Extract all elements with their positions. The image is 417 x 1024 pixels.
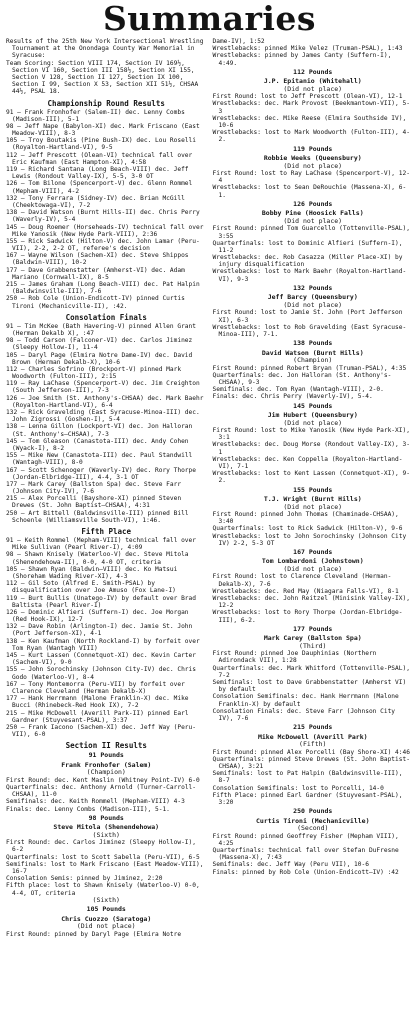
result-line: First Round: pinned Alex Porcelli (Bay Shore-XI) 4:46 [212,748,410,756]
result-line: Consolation Finals: dec. Steve Farr (Johnson City IV), 7-6 [212,707,399,722]
result-line: Wrestlebacks: lost to Rob Gravelding (East Syracuse-Minoa-III), 7-1. [212,323,407,338]
placement-note: (Did not place) [283,84,343,93]
result-line: Wrestlebacks: dec. Mike Reese (Elmira Southside IV), 10-6 [212,114,410,129]
result-line: First Round: lost to Jeff Prescott (Olean-VI), 12-1 [212,93,403,101]
result-line: Consolation Semis: pinned by Jiminez, 2:20 [6,875,163,883]
result-line: Quarterfinals: pinned Steve Drewes (St. John Baptist-CHSAA), 3:21 [212,755,410,770]
placement-note: (Second) [297,824,329,833]
result-line: Results of the 25th New York Intersectional Wrestling Tournament at the Onondaga County War Memorial in Syracuse: [6,38,208,60]
result-line: 177 — Dave Grabbenstatter (Amherst-VI) dec. Adam Mariano (Cornwall-IX), 8-5 [6,266,189,281]
result-line: Wrestlebacks: lost to John Sorochinsky (Johnson City IV) 2-2, 5-3 OT [212,532,410,547]
article-columns [6,38,413,938]
result-line: Wrestlebacks: lost to Sean DeRouchie (Massena-X), 6-1. [212,184,407,199]
result-line: First Round: pinned Robert Bryan (Truman-PSAL), 4:35 [212,364,407,372]
placement-note: (Sixth) [92,895,120,904]
result-line: 215 — James Graham (Long Beach-VIII) dec. Pat Halpin (Baldwinsville-III), 7-6 [6,281,204,296]
placement-note: (Did not place) [283,216,343,225]
result-line: First Round: dec. Kent Maslin (Whitney Point-IV) 6-0 [6,776,200,784]
result-line: Wrestlebacks: pinned by James Canty (Suffern-I), 4:49. [212,52,396,67]
result-line: Quarterfinals: dec. Jon Halloran (St. Anthony's-CHSAA), 9-3 [212,371,392,386]
result-line: 91 — Tim McKee (Bath Havering-V) pinned Allen Grant (Herman Dekalb X), :47 [6,322,200,337]
result-line: Wrestlebacks: dec. Red May (Niagara Falls-VI), 8-1 [212,587,399,595]
weight-class-heading: 215 Pounds [293,723,333,732]
result-line: Fifth place: lost to Shawn Knisely (Waterloo-V) 0-0, 4-4, OT, criteria [6,882,204,897]
result-line: Finals: dec. Chris Perry (Waverly-IV), 5-4. [212,393,373,401]
result-line: 138 — Ken Kaufman (North Rockland-I) by forfeit over Tom Ryan (Wantagh VIII) [6,637,204,652]
result-line: Fifth Place: pinned Earl Gardner (Stuyvesant-PSAL), 3:20 [212,791,407,806]
result-line: 145 — Doug Roemer (Horseheads-IV) technical fall over Mike Yanosik (New Hyde Park-VIII), 2:36 [6,223,208,238]
weight-class-heading: T.J. Wright (Burnt Hills) [263,495,362,503]
result-line: 145 — Tom Gleason (Canastota-III) dec. Andy Cohen (Wyack-I), 8-2 [6,437,193,452]
result-line: Quarterfinals: lost to Scott Sabella (Peru-VII), 6-5 [6,853,200,861]
result-line: 250 — Rob Cole (Union-Endicott-IV) pinned Curtis Tironi (Mechanicville-II), :42. [6,295,189,310]
result-line: Wrestlebacks: dec. Ken Coppella (Royalton-Hartland-VI), 7-1 [212,455,403,470]
section-heading: Fifth Place [81,527,132,536]
result-line: Quarterfinals: dec. Mark Whitford (Tottenville-PSAL), 7-2 [212,664,414,679]
result-line: 105 — Troy Boutakis (Pine Bush-IX) dec. Lou Roselli (Royalton-Hartland-VI), 9-5 [6,137,200,152]
result-line: 119 — Richard Santana (Long Beach-VIII) dec. Jeff Lewis (Rondout Valley-IX), 5-5, 3-0 OT [6,166,193,181]
weight-class-heading: 138 Pounds [293,339,333,348]
weight-class-heading: Bobby Pine (Hoosick Falls) [261,209,364,218]
result-line: 155 — Mike New (Canastota-III) dec. Paul Standwill (Wantagh-VIII), 8-0 [6,452,196,467]
placement-note: (Third) [299,641,327,650]
result-line: Quarterfinals: lost to Dominic Alfieri (Suffern-I), 11-2 [212,239,407,254]
result-line: Wrestlebacks: lost to Kent Lassen (Connetquot-XI), 9-2. [212,470,410,485]
placement-note: (Fifth) [299,740,327,749]
weight-class-heading: 119 Pounds [293,144,333,153]
result-line: Wrestlebacks: dec. Rob Casazza (Miller Place-XI) by injury disqualification [212,254,407,269]
result-line: First Round: pinned Joe Dauphinias (Northern Adirondack VII), 1:28 [212,650,381,665]
result-line: Wrestlebacks: dec. Mark Provost (Beekmantown-VII), 5-3 [212,100,410,115]
result-line: 98 — Todd Carson (Falconer-VI) dec. Carlos Jiminez (Sleepy Hollow-I), 11-4 [6,337,196,352]
result-line: 91 — Keith Rommel (Mepham-VIII) technical fall over Mike Sullivan (Pearl River-I), 4:09 [6,537,200,552]
result-line: Wrestlebacks: dec. John Reitzel (Minisink Valley-IX), 12-2 [212,595,414,610]
result-line: Semifinals: dec. Jeff Way (Peru VII), 10-6 [212,861,369,869]
result-line: 126 — Dominic Alfieri (Suffern-I) dec. Joe Morgan (Red Hook-IX), 12-7 [6,608,193,624]
weight-class-heading: 145 Pounds [293,401,333,410]
result-line: Consolation Semifinals: dec. Hank Herrmann (Malone Franklin-X) by default [212,693,403,708]
result-line: 91 — Frank Fronhofer (Salem-II) dec. Lenny Combs (Madison-III), 5-1 [6,108,189,123]
weight-class-heading: Mark Carey (Ballston Spa) [263,634,362,643]
weight-class-heading: 91 Pounds [88,751,124,760]
result-line: First Round: pinned by Daryl Page (Elmira Notre [6,930,182,938]
result-line: 98 — Jeff Nape (Babylon-XI) dec. Mark Friscano (East Meadow-VIII), 8-3 [6,122,204,138]
result-line: 112 — Charles Sofrino (Brockport-V) pinned Mark Woodworth (Fulton-III), 2:15 [6,365,185,381]
weight-class-heading: Tom Lombardoni (Johnstown) [261,557,364,566]
placement-note: (Did not place) [283,161,343,170]
placement-note: (Did not place) [283,502,343,511]
result-line: 126 — Tom Bilone (Spencerport-V) dec. Glenn Rommel (Mepham-VIII), 4-2 [6,180,196,195]
result-line: Semifinals: lost to Mark Friscano (East Meadow-VIII), 16-7 [6,860,208,875]
placement-note: (Did not place) [283,418,343,427]
result-line: Wrestlebacks: pinned Mike Velez (Truman-PSAL), 1:43 [212,45,403,53]
weight-class-heading: 112 Pounds [293,67,333,76]
section-heading: Consolation Finals [65,312,147,322]
weight-class-heading: Jeff Barcy (Queensbury) [267,293,358,302]
result-line: 138 — Lenna Gillon (Lockport-VI) dec. Jon Halloran (St. Anthony's—CHSAA), 7-3 [6,423,196,438]
weight-class-heading: Mike McDowell (Averill Park) [257,732,368,741]
placement-note: (Champion) [293,356,333,365]
result-line: 112 — Jeff Prescott (Olean-VI) technical fall over Eric Kaufman (East Hampton-XI), 4:58 [6,151,196,166]
result-line: First Round: lost to Clarence Cleveland (Herman-Dekalb-X), 7-6 [212,573,392,588]
result-line: First Round: pinned John Thomas (Chaminade-CHSAA), 3:40 [212,511,403,526]
result-line: 98 — Shawn Knisely (Waterloo-V) dec. Steve Mitola (Shenendehowa-II), 0-0, 4-0 OT, criteria [6,551,193,566]
result-line: 138 — David Watson (Burnt Hills-II) dec. Chris Perry (Waverly-IV), 5-4 [6,209,204,224]
result-line: First Round: lost to Mike Yanosik (New Hyde Park-XI), 3:1 [212,427,414,442]
result-line: 132 — Rick Gravelding (East Syracuse-Minoa-III) dec. John Zigrossi (Goshen-I), 5-4 [6,409,204,424]
weight-class-heading: 105 Pounds [86,905,126,914]
weight-class-heading: Curtis Tironi (Mechanicville) [256,816,370,825]
weight-class-heading: 98 Pounds [88,813,124,822]
result-line: Finals: pinned by Rob Cole (Union-Endicott—IV) :42 [212,868,399,876]
result-line: Team Scoring: Section VIII 174, Section IV 169½, Section VI 160, Section III 158½, Section XI 155, Section V 128, Section II 127, Section IX 100, Section I 99, Section X 53, Section XII 51½, CHSAA 44½, PSAL 18. [6,59,202,96]
result-line: First Round: pinned Geoffrey Fisher (Mepham VIII), 4:25 [212,832,403,847]
result-line: Semifinals: dec. Keith Rommell (Mepham-VIII) 4-3 [6,798,185,806]
result-line: 167 — Wayne Wilson (Sachem-XI) dec. Steve Shippos (Baldwin-VIII), 10-2 [6,252,193,267]
weight-class-heading: Steve Mitola (Shenendehowa) [53,823,160,832]
result-line: 250 — Frank Iacono (Sachem-XI) dec. Jeff Way (Peru-VII), 6-0 [6,723,196,739]
weight-class-heading: Chris Cuozzo (Saratoga) [61,914,152,923]
result-line: 177 — Hank Herrmann (Malone Franklin-X) dec. Mike Bucci (Rhinebeck-Red Hook IX), 7-2 [6,695,193,710]
result-line: 215 — Alex Porcelli (Bayshore-XI) pinned Steven Drewes (St. John Baptist—CHSAA), 4:31 [6,495,185,510]
result-line: Wrestlebacks: lost to Mark Baehr (Royalton-Hartland-VI), 9-3 [212,268,407,283]
weight-class-heading: 250 Pounds [293,807,333,816]
result-line: Semifinals: dec. Tom Ryan (Wantagh-VIII), 2-0. [212,386,384,394]
result-line: 105 — Shawn Ryan (Baldwin—VIII) dec. Ko Matsui (Shoreham Wading River-XI), 4-3 [6,565,182,580]
weight-class-heading: Robbie Weeks (Queensbury) [263,154,362,163]
result-line: Dame-IV), 1:52 [212,38,265,45]
placement-note: (Did not place) [76,922,136,931]
result-line: 155 — Rick Sadwick (Hilton-V) dec. John Lamar (Peru-VII), 2-2, 2-2 OT, referee's decision [6,237,200,253]
placement-note: (Did not place) [283,300,343,309]
result-line: 119 — Burt Bullis (Unatego-IV) by default over Brad Baltista (Pearl River-I) [6,594,200,609]
result-line: Quarterfinals: technical fall over Stefan DuFresne (Massena-X), 7:43 [212,847,403,862]
result-line: Wrestlebacks: dec. Doug Morse (Rondout Valley-IX), 3-1 [212,441,410,456]
result-line: 167 — Tony Montemorra (Peru-VII) by forfeit over Clarence Cleveland (Herman Dekalb-X) [6,680,189,695]
result-line: Wrestlebacks: lost to Mark Woodworth (Fulton-III), 4-2. [212,129,410,144]
placement-note: (Did not place) [283,564,343,573]
result-line: Quarterfinals: lost to Rick Sadwick (Hilton-V), 9-6 [212,525,403,533]
page-title: Summaries [102,0,317,38]
result-line: 177 — Mark Carey (Ballston Spa) dec. Steve Farr (Johnson City-IV), 7-6 [6,480,185,496]
result-line: 155 — John Sorochinsky (Johnson City-IV) dec. Chris Godo (Waterloo-V), 8-4 [6,666,200,681]
result-line: First Round: pinned Tom Guarcello (Tottenville-PSAL), 3:55 [212,225,414,240]
weight-class-heading: Frank Fronhofer (Salem) [61,760,152,769]
weight-class-heading: Jim Hubert (Queensbury) [267,411,358,419]
result-line: 105 — Daryl Page (Elmira Notre Dame-IV) dec. David Brown (Herman Dekalb-X), 10-6 [6,351,196,366]
placement-note: (Champion) [86,768,126,777]
result-line: Consolation Semifinals: lost to Porcelli, 14-0 [212,784,384,792]
result-line: 145 — Kurt Lassen (Connetquot-XI) dec. Kevin Carter (Sachem-VI), 9-0 [6,652,200,667]
placement-note: (Sixth) [92,830,120,839]
result-line: 250 — Art Bittell (Baldwinsville-III) pinned Bill Schoenle (Williamsville South-VI), 1:46. [6,509,193,524]
result-line: First Round: dec. Carlos Jiminez (Sleepy Hollow-I), 6-2 [6,839,200,854]
column-left [6,38,207,938]
section-heading: Section II Results [65,741,147,751]
result-line: 167 — Scott Schenoger (Waverly-IV) dec. Rory Thorpe (Jordan-Elbridge-III), 4-4, 3-1 OT [6,466,200,481]
weight-class-heading: 126 Pounds [293,199,333,208]
result-line: First Round: lost to Jamie St. John (Port Jefferson XI), 6-3 [212,309,407,324]
result-line: Wrestlebacks: lost to Rory Thorpe (Jordan-Elbridge-III), 6-2. [212,609,403,624]
weight-class-heading: 155 Pounds [293,485,333,494]
result-line: 132 — Tony Ferrara (Sidney-IV) dec. Brian McGill (Cheektowaga-VI), 7-2 [6,194,189,209]
result-line: 132 — Dave Robin (Arlington-I) dec. Jamie St. John (Port Jefferson-XI), 4-1 [6,623,196,638]
weight-class-heading: 167 Pounds [293,547,333,556]
result-line: Semifinals: lost to Dave Grabbenstatter (Amherst VI) by default [212,679,410,694]
result-line: Quarterfinals: dec. Anthony Arnold (Turner-Carroll-CHSAA), 11-0 [6,783,196,799]
result-line: Finals: dec. Lenny Combs (Madison-III), 5-1. [6,805,170,813]
result-line: 112 — Gil Soto (Alfred E. Smith-PSAL) by disqualification over Joe Amuso (Fox Lane-I) [6,580,176,595]
column-right [213,38,414,938]
result-line: 119 — Ray LaChase (Spencerport-V) dec. Jim Creighton (South Jefferson-III), 7-3 [6,380,204,395]
weight-class-heading: David Watson (Burnt Hills) [261,348,364,357]
result-line: First Round: lost to Ray LaChase (Spencerport-V), 12-4 [212,170,410,185]
result-line: 215 — Mike McDowell (Averill Park-II) pinned Earl Gardner (Stuyvesant-PSAL), 3:37 [6,709,193,724]
section-heading: Championship Round Results [47,98,165,108]
result-line: Semifinals: lost to Pat Halpin (Baldwinsville-III), 8-7 [212,770,407,785]
result-line: 126 — Joe Smith (St. Anthony's-CHSAA) dec. Mark Baehr (Royalton-Hartland-VI), 6-4 [6,394,208,409]
weight-class-heading: J.P. Epitanio (Whitehall) [263,77,362,86]
weight-class-heading: 177 Pounds [293,624,333,633]
weight-class-heading: 132 Pounds [293,283,333,292]
